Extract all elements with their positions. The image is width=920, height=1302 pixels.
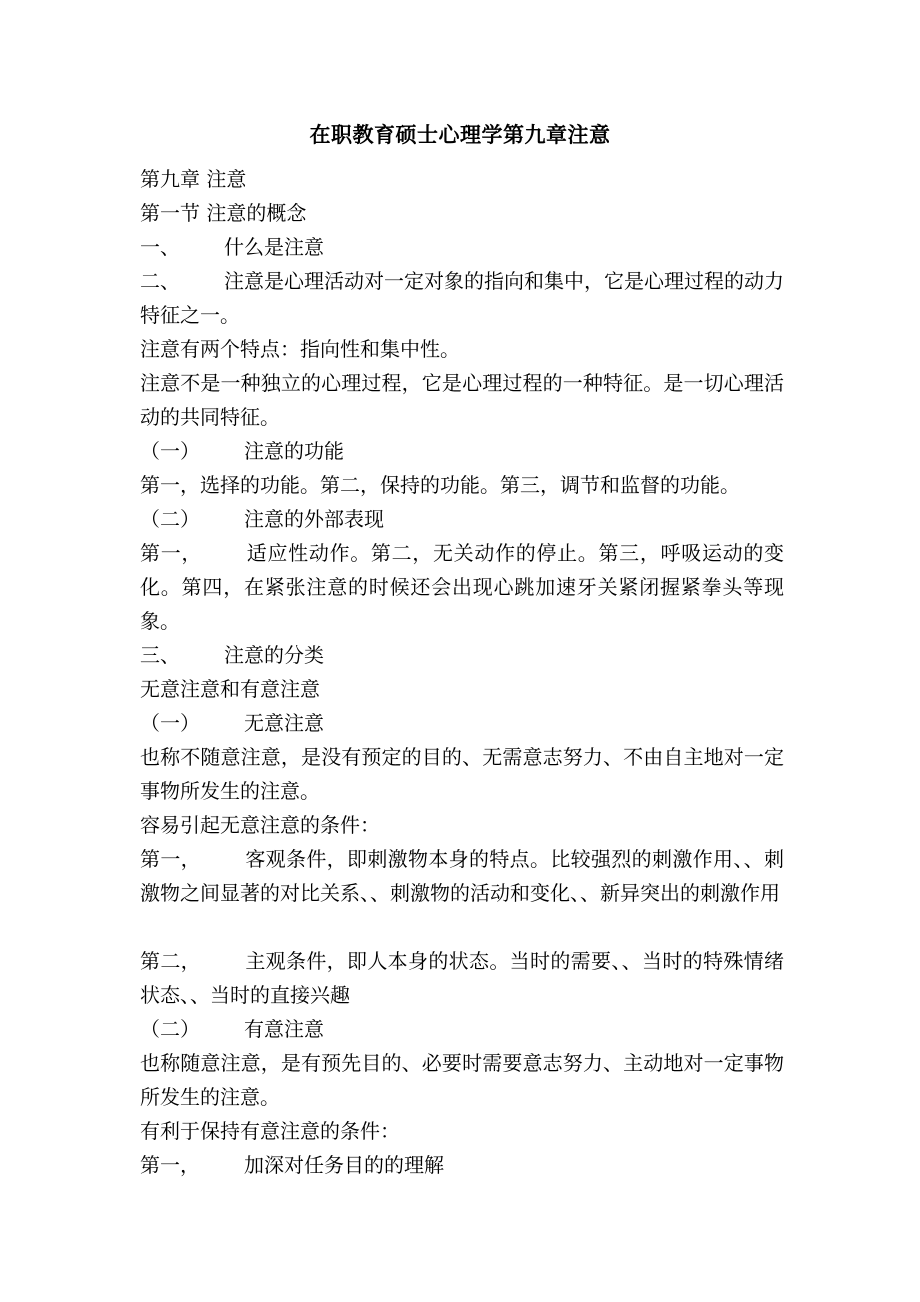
paragraph: 第二， 主观条件，即人本身的状态。当时的需要、、当时的特殊情绪状态、、当时的直接兴趣 (140, 949, 784, 1007)
section-heading: 第一节 注意的概念 (140, 201, 307, 225)
paragraph: 也称不随意注意，是没有预定的目的、无需意志努力、不由自主地对一定事物所发生的注意。 (140, 745, 784, 803)
text-line: 第一，选择的功能。第二，保持的功能。第三，调节和监督的功能。 (140, 473, 740, 497)
subheading-external: （二） 注意的外部表现 (140, 507, 384, 531)
paragraph: 第一， 适应性动作。第二，无关动作的停止。第三，呼吸运动的变化。第四，在紧张注意的时候还会出现心跳加速牙关紧闭握紧拳头等现象。 (140, 541, 784, 633)
numbered-paragraph-2: 二、 注意是心理活动对一定对象的指向和集中，它是心理过程的动力特征之一。 (140, 269, 784, 327)
subheading-involuntary: （一） 无意注意 (140, 711, 324, 735)
subheading-function: （一） 注意的功能 (140, 439, 344, 463)
numbered-heading-1: 一、 什么是注意 (140, 235, 324, 259)
chapter-heading: 第九章 注意 (140, 167, 247, 191)
text-line: 无意注意和有意注意 (140, 677, 320, 701)
text-line: 第一， 加深对任务目的的理解 (140, 1153, 444, 1177)
document-title: 在职教育硕士心理学第九章注意 (309, 122, 611, 147)
document-body (140, 162, 784, 1182)
subheading-voluntary: （二） 有意注意 (140, 1017, 324, 1041)
text-line: 注意有两个特点：指向性和集中性。 (140, 337, 460, 361)
text-line: 容易引起无意注意的条件： (140, 813, 380, 837)
paragraph: 注意不是一种独立的心理过程，它是心理过程的一种特征。是一切心理活动的共同特征。 (140, 371, 784, 429)
numbered-heading-3: 三、 注意的分类 (140, 643, 324, 667)
text-line: 有利于保持有意注意的条件： (140, 1119, 400, 1143)
paragraph: 第一， 客观条件，即刺激物本身的特点。比较强烈的刺激作用、、刺激物之间显著的对比关系、、刺激物的活动和变化、、新异突出的刺激作用 (140, 847, 784, 905)
paragraph: 也称随意注意，是有预先目的、必要时需要意志努力、主动地对一定事物所发生的注意。 (140, 1051, 784, 1109)
